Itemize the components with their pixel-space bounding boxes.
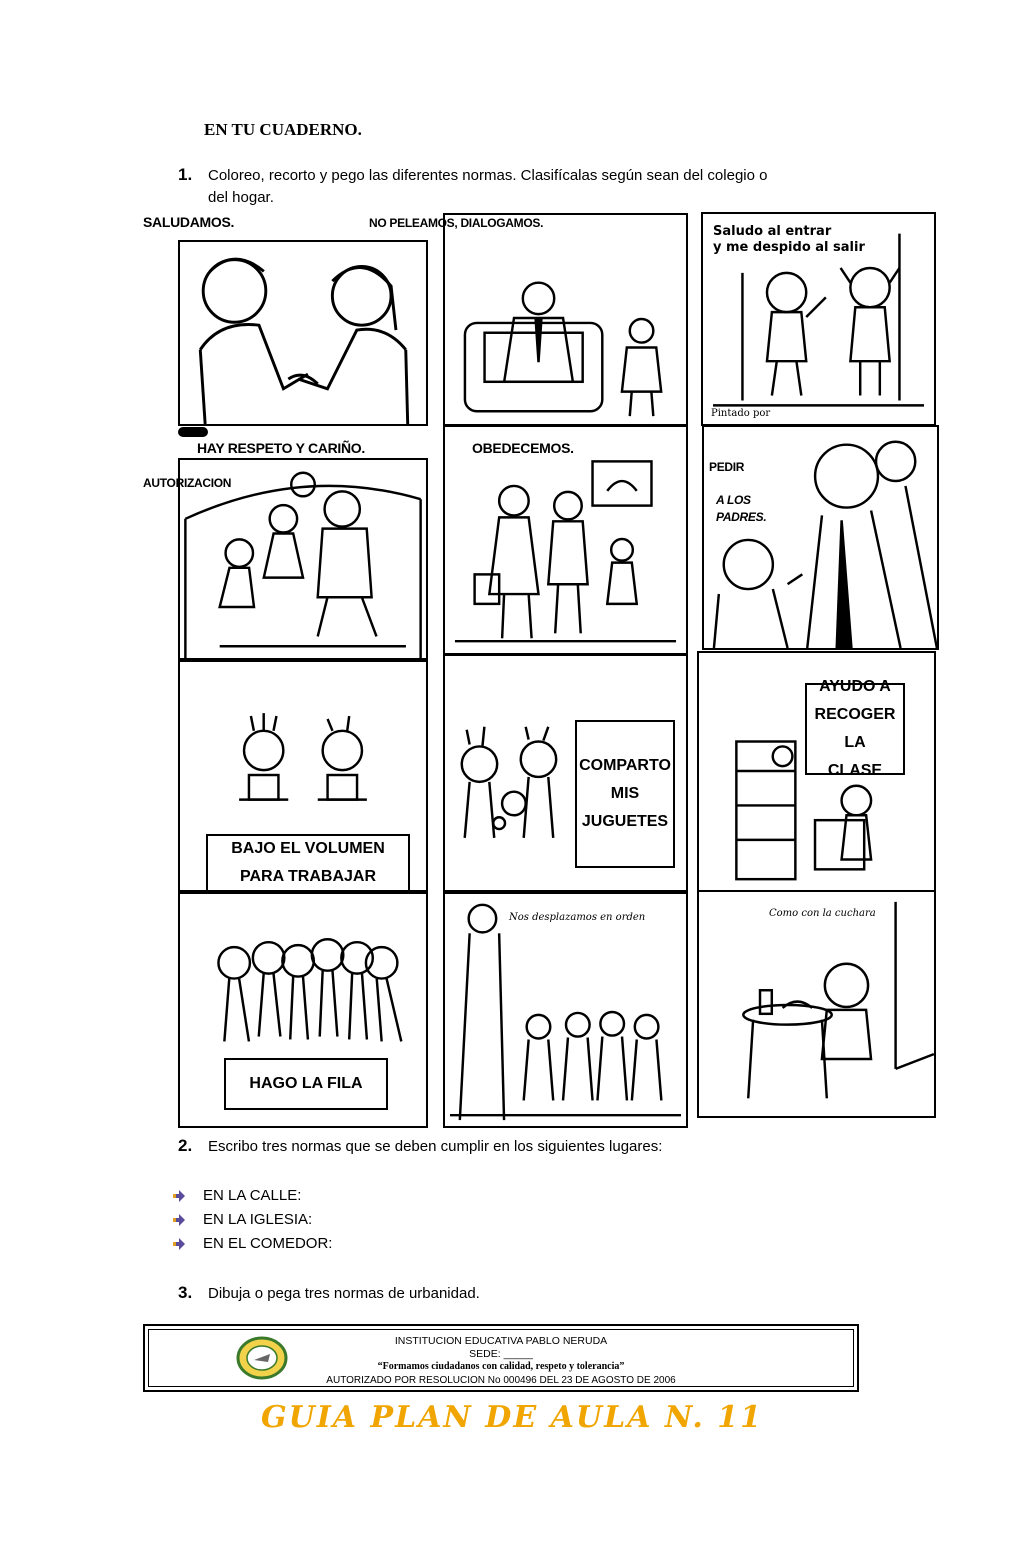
sign-ayudo — [805, 678, 905, 779]
panel-fila — [178, 892, 428, 1128]
handshake-illustration — [180, 242, 426, 424]
bullet-icon — [173, 1213, 185, 1225]
item-2-number: 2. — [178, 1136, 193, 1155]
guia-title: GUIA PLAN DE AULA N. 11 — [260, 1400, 764, 1435]
parents-children-illustration — [445, 427, 686, 653]
label-a-los: A LOS — [716, 493, 751, 507]
logo-badge — [178, 427, 208, 437]
item-1-line2: del hogar. — [208, 189, 274, 206]
sign-bajo-volumen — [206, 834, 410, 892]
cuchara-caption: Como con la cuchara — [769, 908, 876, 919]
ayudo-line3: CLASE — [827, 762, 883, 779]
panel-bajo-volumen — [178, 660, 428, 892]
children-greeting-illustration — [703, 214, 934, 424]
place-calle: EN LA CALLE: — [203, 1187, 302, 1204]
panel-obedecemos — [443, 425, 688, 655]
pintado-caption: Pintado por — [711, 408, 771, 419]
sede-line: SEDE: _____ — [469, 1348, 533, 1360]
sign-fila: HAGO LA FILA — [224, 1058, 388, 1110]
item-3-text: Dibuja o pega tres normas de urbanidad. — [208, 1285, 480, 1302]
item-2-text: Escribo tres normas que se deben cumplir en los siguientes lugares: — [208, 1138, 663, 1155]
comparto-line3: JUGUETES — [581, 813, 669, 830]
ayudo-line2: RECOGER LA — [814, 706, 896, 751]
authorization-line: AUTORIZADO POR RESOLUCION No 000496 DEL 23 DE AGOSTO DE 2006 — [326, 1375, 676, 1384]
item-1-number: 1. — [178, 165, 193, 184]
item-3-number: 3. — [178, 1283, 193, 1302]
bajo-line2: PARA TRABAJAR — [240, 868, 376, 885]
saludo-caption-1: Saludo al entrar — [713, 224, 832, 239]
panel-comparto — [443, 654, 688, 892]
place-comedor: EN EL COMEDOR: — [203, 1235, 333, 1252]
father-son-illustration — [445, 215, 686, 424]
sign-comparto — [575, 720, 675, 868]
label-padres: PADRES. — [716, 510, 767, 524]
bajo-line1: BAJO EL VOLUMEN — [231, 840, 385, 857]
label-no-peleamos: NO PELEAMOS, DIALOGAMOS. — [369, 216, 544, 230]
bullet-icon — [173, 1237, 185, 1249]
ayudo-line1: AYUDO A — [819, 678, 891, 695]
child-eating-illustration — [699, 892, 934, 1116]
panel-saludo-entrar — [701, 212, 936, 426]
panel-desplazamos — [443, 892, 688, 1128]
desplazamos-caption: Nos desplazamos en orden — [509, 912, 646, 923]
panel-saludamos — [178, 240, 428, 426]
label-autorizacion: AUTORIZACION — [143, 476, 232, 490]
label-saludamos: SALUDAMOS. — [143, 214, 235, 230]
panel-ayudo — [697, 651, 936, 892]
heading: EN TU CUADERNO. — [204, 120, 362, 139]
panel-dialogamos — [443, 213, 688, 426]
panel-cuchara — [697, 890, 936, 1118]
item-1-line1: Coloreo, recorto y pego las diferentes normas. Clasifícalas según sean del colegio o — [208, 167, 768, 184]
panel-pedir-autorizacion — [702, 425, 939, 650]
place-iglesia: EN LA IGLESIA: — [203, 1211, 313, 1228]
label-obedecemos: OBEDECEMOS. — [472, 440, 574, 456]
label-respeto: HAY RESPETO Y CARIÑO. — [197, 440, 365, 456]
institution-name: INSTITUCION EDUCATIVA PABLO NERUDA — [394, 1335, 608, 1347]
label-pedir: PEDIR — [709, 460, 745, 474]
bullet-icon — [173, 1189, 185, 1201]
school-header-box — [143, 1324, 859, 1392]
motto: “Formamos ciudadanos con calidad, respeto y tolerancia” — [377, 1361, 625, 1372]
school-header-inner — [148, 1329, 854, 1387]
comparto-line1: COMPARTO — [579, 757, 671, 774]
teacher-line-illustration — [445, 894, 686, 1126]
saludo-caption-2: y me despido al salir — [713, 240, 865, 255]
comparto-line2: MIS — [610, 785, 640, 802]
